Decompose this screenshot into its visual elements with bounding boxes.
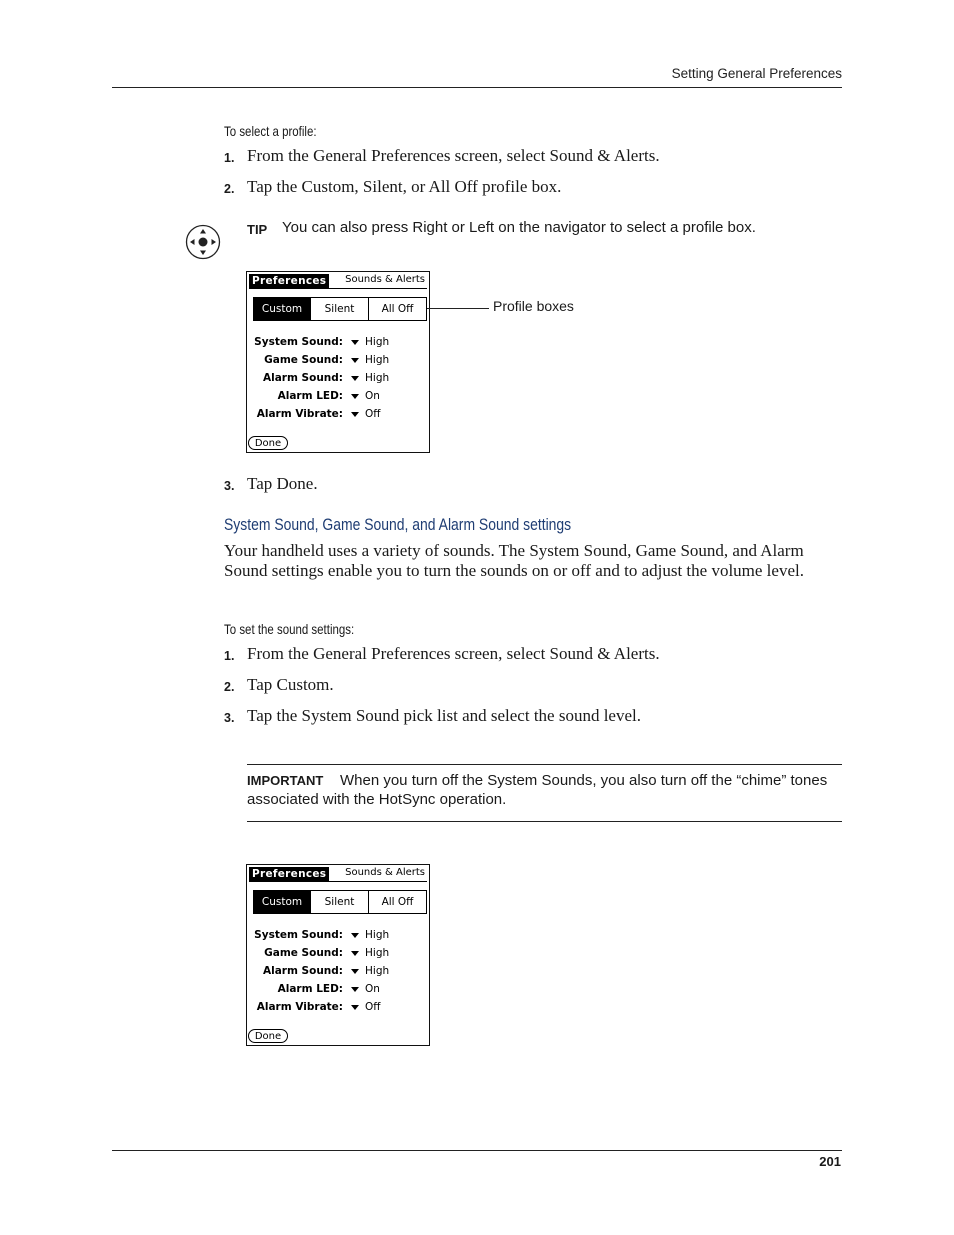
palm-preferences-screen (246, 271, 430, 453)
setting-value[interactable]: High (365, 336, 390, 348)
system-sound-row[interactable] (247, 336, 427, 350)
system-sound-row[interactable] (247, 929, 427, 943)
profile-silent-box[interactable]: Silent (310, 890, 369, 914)
section-heading: System Sound, Game Sound, and Alarm Sound settings (224, 515, 572, 534)
screen-subtitle: Sounds & Alerts (345, 867, 425, 878)
dropdown-arrow-icon[interactable] (351, 376, 359, 381)
dropdown-arrow-icon[interactable] (351, 933, 359, 938)
dropdown-arrow-icon[interactable] (351, 987, 359, 992)
palm-preferences-screen (246, 864, 430, 1046)
step-text: From the General Preferences screen, select Sound & Alerts. (247, 146, 660, 165)
step-number: 2. (224, 680, 235, 694)
page-number: 201 (819, 1154, 841, 1169)
setting-value[interactable]: High (365, 947, 390, 959)
tip-label: TIP (247, 222, 268, 237)
setting-value[interactable]: Off (365, 408, 381, 420)
profile-all-off-box[interactable]: All Off (368, 890, 427, 914)
running-header: Setting General Preferences (671, 66, 842, 81)
setting-value[interactable]: High (365, 965, 390, 977)
setting-label: Game Sound: (264, 354, 343, 366)
setting-label: Alarm LED: (277, 983, 343, 995)
dropdown-arrow-icon[interactable] (351, 951, 359, 956)
step-number: 3. (224, 479, 235, 493)
alarm-vibrate-row[interactable] (247, 408, 427, 422)
screen-subtitle: Sounds & Alerts (345, 274, 425, 285)
setting-label: Alarm Sound: (262, 372, 343, 384)
dropdown-arrow-icon[interactable] (351, 394, 359, 399)
screen-title: Preferences (249, 274, 329, 288)
step-text: Tap the System Sound pick list and select the sound level. (247, 706, 641, 725)
section-paragraph: Your handheld uses a variety of sounds. The System Sound, Game Sound, and Alarm Sound settings enable you to turn the sounds on or off and to adjust the volume level. (224, 541, 804, 580)
setting-label: System Sound: (254, 929, 343, 941)
set-sound-heading: To set the sound settings: (224, 621, 355, 637)
callout-label: Profile boxes (493, 298, 574, 314)
setting-label: Alarm Sound: (262, 965, 343, 977)
profile-custom-box[interactable]: Custom (253, 890, 311, 914)
important-top-rule (247, 764, 842, 765)
dropdown-arrow-icon[interactable] (351, 412, 359, 417)
setting-label: System Sound: (254, 336, 343, 348)
setting-label: Alarm LED: (277, 390, 343, 402)
dropdown-arrow-icon[interactable] (351, 340, 359, 345)
setting-label: Alarm Vibrate: (256, 408, 343, 420)
important-text: When you turn off the System Sounds, you also turn off the “chime” tones associated with the HotSync operation. (247, 772, 828, 808)
setting-value[interactable]: High (365, 929, 390, 941)
header-rule (112, 87, 842, 88)
alarm-sound-row[interactable] (247, 965, 427, 979)
important-bottom-rule (247, 821, 842, 822)
step-number: 1. (224, 151, 235, 165)
dropdown-arrow-icon[interactable] (351, 1005, 359, 1010)
important-label: IMPORTANT (247, 773, 324, 788)
navigator-icon (185, 224, 221, 260)
done-button[interactable]: Done (248, 436, 288, 450)
setting-value[interactable]: High (365, 372, 390, 384)
setting-label: Game Sound: (264, 947, 343, 959)
step-number: 2. (224, 182, 235, 196)
step-text: Tap Custom. (247, 675, 334, 694)
setting-value[interactable]: On (365, 983, 380, 995)
setting-value[interactable]: On (365, 390, 380, 402)
dropdown-arrow-icon[interactable] (351, 358, 359, 363)
game-sound-row[interactable] (247, 354, 427, 368)
step-text: Tap Done. (247, 474, 318, 493)
setting-value[interactable]: Off (365, 1001, 381, 1013)
select-profile-heading: To select a profile: (224, 123, 317, 139)
callout-leader-line (427, 308, 489, 309)
game-sound-row[interactable] (247, 947, 427, 961)
alarm-sound-row[interactable] (247, 372, 427, 386)
profile-silent-box[interactable]: Silent (310, 297, 369, 321)
screen-title: Preferences (249, 867, 329, 881)
profile-all-off-box[interactable]: All Off (368, 297, 427, 321)
title-divider (249, 288, 427, 289)
title-divider (249, 881, 427, 882)
alarm-led-row[interactable] (247, 983, 427, 997)
setting-value[interactable]: High (365, 354, 390, 366)
footer-rule (112, 1150, 842, 1151)
alarm-led-row[interactable] (247, 390, 427, 404)
profile-custom-box[interactable]: Custom (253, 297, 311, 321)
setting-label: Alarm Vibrate: (256, 1001, 343, 1013)
step-number: 3. (224, 711, 235, 725)
step-text: Tap the Custom, Silent, or All Off profile box. (247, 177, 562, 196)
tip-text: You can also press Right or Left on the navigator to select a profile box. (282, 219, 756, 236)
step-text: From the General Preferences screen, select Sound & Alerts. (247, 644, 660, 663)
important-note (247, 771, 843, 809)
done-button[interactable]: Done (248, 1029, 288, 1043)
dropdown-arrow-icon[interactable] (351, 969, 359, 974)
step-number: 1. (224, 649, 235, 663)
alarm-vibrate-row[interactable] (247, 1001, 427, 1015)
